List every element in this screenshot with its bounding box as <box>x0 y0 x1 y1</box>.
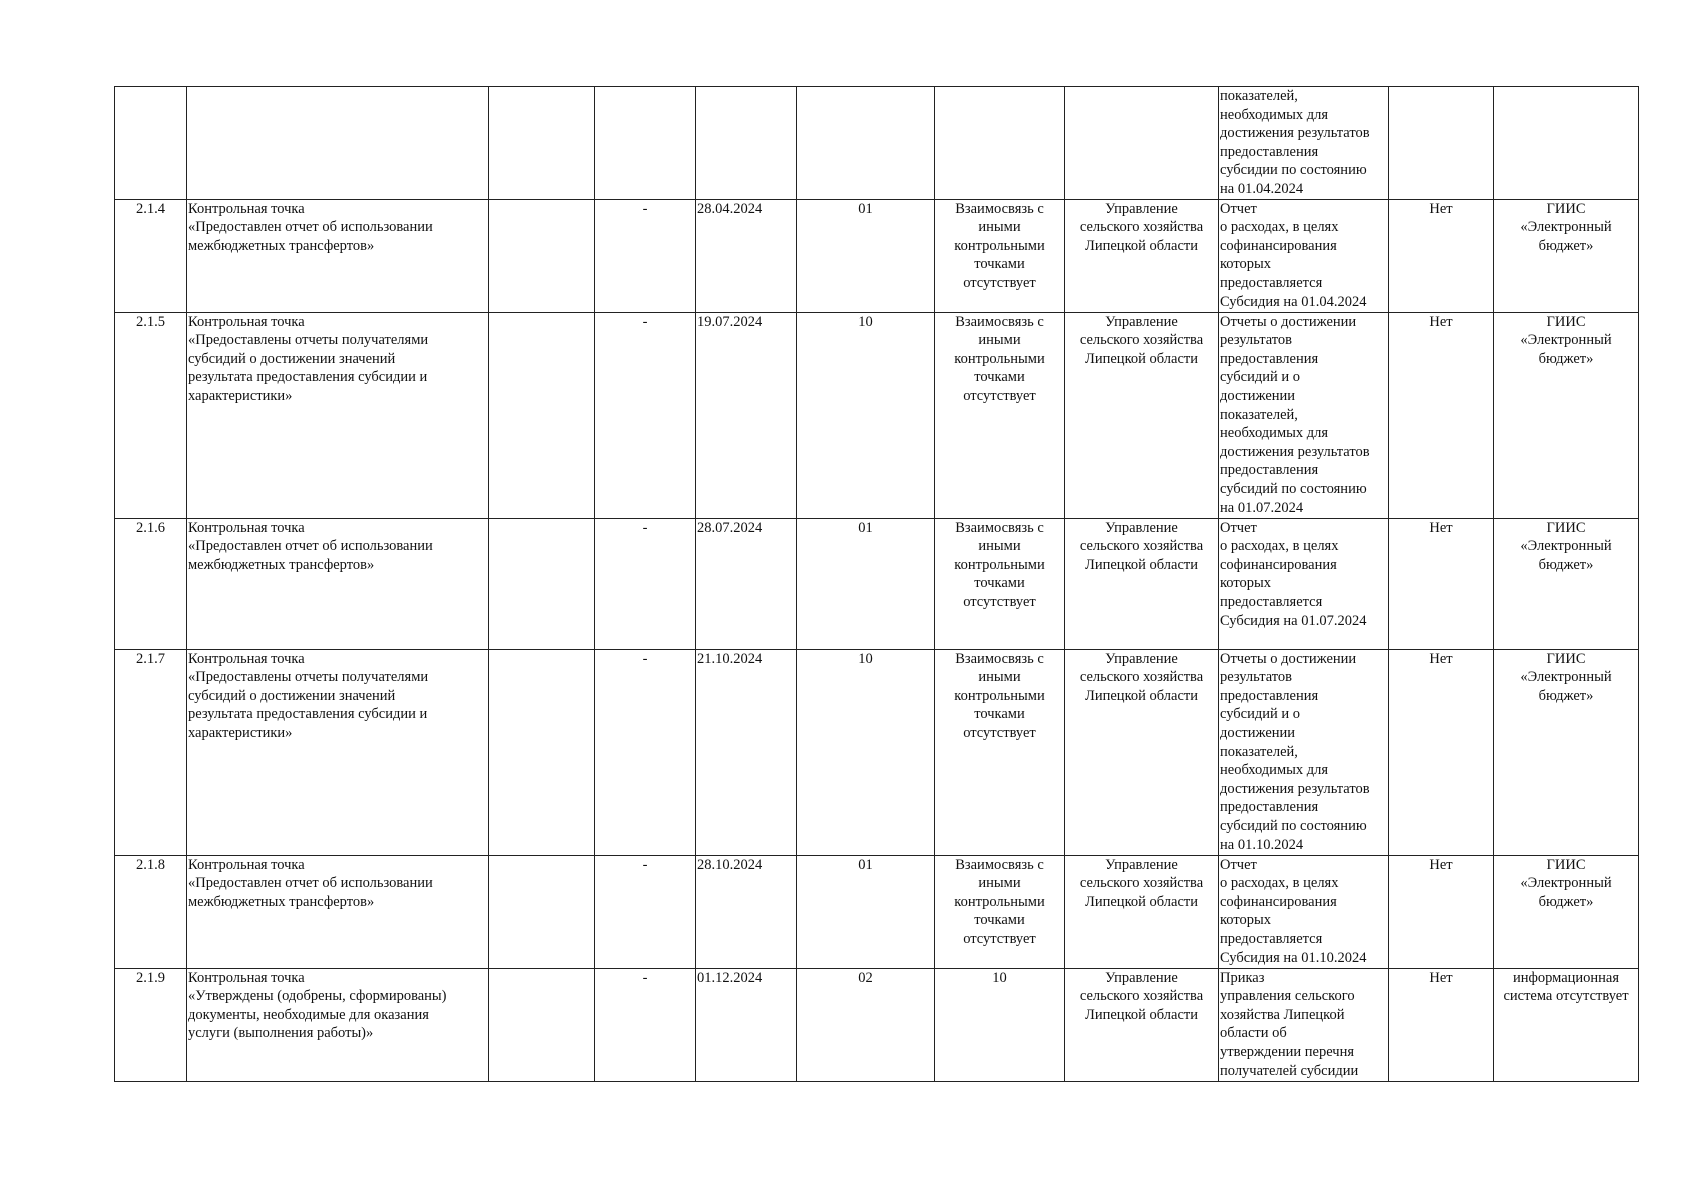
control-point-name: Контрольная точка «Предоставлены отчеты получателями субсидий о достижении значений результата предоставления субсидии и характеристики» <box>187 649 489 855</box>
predecessor-cell: - <box>595 855 696 968</box>
responsible-cell: Управление сельского хозяйства Липецкой области <box>1065 312 1219 518</box>
row-number: 2.1.6 <box>115 518 187 649</box>
control-points-table <box>114 86 1639 1082</box>
empty-cell <box>489 312 595 518</box>
table-row <box>115 649 1639 855</box>
empty-cell <box>489 649 595 855</box>
predecessor-cell: - <box>595 518 696 649</box>
responsible-cell: Управление сельского хозяйства Липецкой области <box>1065 199 1219 312</box>
relation-cell: Взаимосвязь с иными контрольными точками отсутствует <box>935 518 1065 649</box>
table-row <box>115 855 1639 968</box>
control-point-name: Контрольная точка «Предоставлен отчет об использовании межбюджетных трансфертов» <box>187 855 489 968</box>
empty-cell <box>489 199 595 312</box>
relation-cell <box>935 87 1065 200</box>
information-system-cell <box>1494 87 1639 200</box>
information-system-cell: информационная система отсутствует <box>1494 968 1639 1081</box>
type-code-cell: 01 <box>797 855 935 968</box>
relation-cell: 10 <box>935 968 1065 1081</box>
due-date-cell: 01.12.2024 <box>696 968 797 1081</box>
type-code-cell: 10 <box>797 312 935 518</box>
relation-cell: Взаимосвязь с иными контрольными точками отсутствует <box>935 312 1065 518</box>
responsible-cell: Управление сельского хозяйства Липецкой области <box>1065 518 1219 649</box>
information-system-cell: ГИИС «Электронный бюджет» <box>1494 518 1639 649</box>
document-cell: Отчет о расходах, в целях софинансирования которых предоставляется Субсидия на 01.10.2024 <box>1219 855 1389 968</box>
row-number <box>115 87 187 200</box>
flag-cell: Нет <box>1389 968 1494 1081</box>
responsible-cell: Управление сельского хозяйства Липецкой области <box>1065 649 1219 855</box>
information-system-cell: ГИИС «Электронный бюджет» <box>1494 199 1639 312</box>
empty-cell <box>489 855 595 968</box>
relation-cell: Взаимосвязь с иными контрольными точками отсутствует <box>935 199 1065 312</box>
flag-cell: Нет <box>1389 649 1494 855</box>
document-cell: Отчет о расходах, в целях софинансирования которых предоставляется Субсидия на 01.04.2024 <box>1219 199 1389 312</box>
document-cell: Отчеты о достижении результатов предоставления субсидий и о достижении показателей, необходимых для достижения результатов предоставления субсидий по состоянию на 01.10.2024 <box>1219 649 1389 855</box>
row-number: 2.1.4 <box>115 199 187 312</box>
responsible-cell: Управление сельского хозяйства Липецкой области <box>1065 968 1219 1081</box>
control-point-name: Контрольная точка «Предоставлен отчет об использовании межбюджетных трансфертов» <box>187 199 489 312</box>
row-number: 2.1.5 <box>115 312 187 518</box>
row-number: 2.1.8 <box>115 855 187 968</box>
empty-cell <box>489 87 595 200</box>
information-system-cell: ГИИС «Электронный бюджет» <box>1494 855 1639 968</box>
information-system-cell: ГИИС «Электронный бюджет» <box>1494 649 1639 855</box>
type-code-cell: 01 <box>797 199 935 312</box>
control-point-name: Контрольная точка «Утверждены (одобрены, сформированы) документы, необходимые для оказания услуги (выполнения работы)» <box>187 968 489 1081</box>
document-cell: Приказ управления сельского хозяйства Липецкой области об утверждении перечня получателей субсидии <box>1219 968 1389 1081</box>
due-date-cell: 28.10.2024 <box>696 855 797 968</box>
row-number: 2.1.7 <box>115 649 187 855</box>
flag-cell <box>1389 87 1494 200</box>
predecessor-cell: - <box>595 312 696 518</box>
responsible-cell: Управление сельского хозяйства Липецкой области <box>1065 855 1219 968</box>
flag-cell: Нет <box>1389 518 1494 649</box>
due-date-cell: 21.10.2024 <box>696 649 797 855</box>
predecessor-cell: - <box>595 649 696 855</box>
table-row <box>115 518 1639 649</box>
control-point-name: Контрольная точка «Предоставлены отчеты получателями субсидий о достижении значений результата предоставления субсидии и характеристики» <box>187 312 489 518</box>
relation-cell: Взаимосвязь с иными контрольными точками отсутствует <box>935 649 1065 855</box>
due-date-cell: 19.07.2024 <box>696 312 797 518</box>
document-cell: Отчет о расходах, в целях софинансирования которых предоставляется Субсидия на 01.07.2024 <box>1219 518 1389 649</box>
type-code-cell: 02 <box>797 968 935 1081</box>
type-code-cell: 10 <box>797 649 935 855</box>
due-date-cell: 28.07.2024 <box>696 518 797 649</box>
empty-cell <box>489 968 595 1081</box>
row-number: 2.1.9 <box>115 968 187 1081</box>
flag-cell: Нет <box>1389 199 1494 312</box>
relation-cell: Взаимосвязь с иными контрольными точками отсутствует <box>935 855 1065 968</box>
empty-cell <box>489 518 595 649</box>
information-system-cell: ГИИС «Электронный бюджет» <box>1494 312 1639 518</box>
type-code-cell <box>797 87 935 200</box>
responsible-cell <box>1065 87 1219 200</box>
control-point-name: Контрольная точка «Предоставлен отчет об использовании межбюджетных трансфертов» <box>187 518 489 649</box>
due-date-cell <box>696 87 797 200</box>
document-cell: показателей, необходимых для достижения результатов предоставления субсидии по состоянию на 01.04.2024 <box>1219 87 1389 200</box>
flag-cell: Нет <box>1389 312 1494 518</box>
due-date-cell: 28.04.2024 <box>696 199 797 312</box>
document-cell: Отчеты о достижении результатов предоставления субсидий и о достижении показателей, необходимых для достижения результатов предоставления субсидий по состоянию на 01.07.2024 <box>1219 312 1389 518</box>
table-row <box>115 968 1639 1081</box>
predecessor-cell <box>595 87 696 200</box>
type-code-cell: 01 <box>797 518 935 649</box>
table-row <box>115 312 1639 518</box>
control-point-name <box>187 87 489 200</box>
table-row <box>115 87 1639 200</box>
predecessor-cell: - <box>595 968 696 1081</box>
flag-cell: Нет <box>1389 855 1494 968</box>
table-row <box>115 199 1639 312</box>
predecessor-cell: - <box>595 199 696 312</box>
